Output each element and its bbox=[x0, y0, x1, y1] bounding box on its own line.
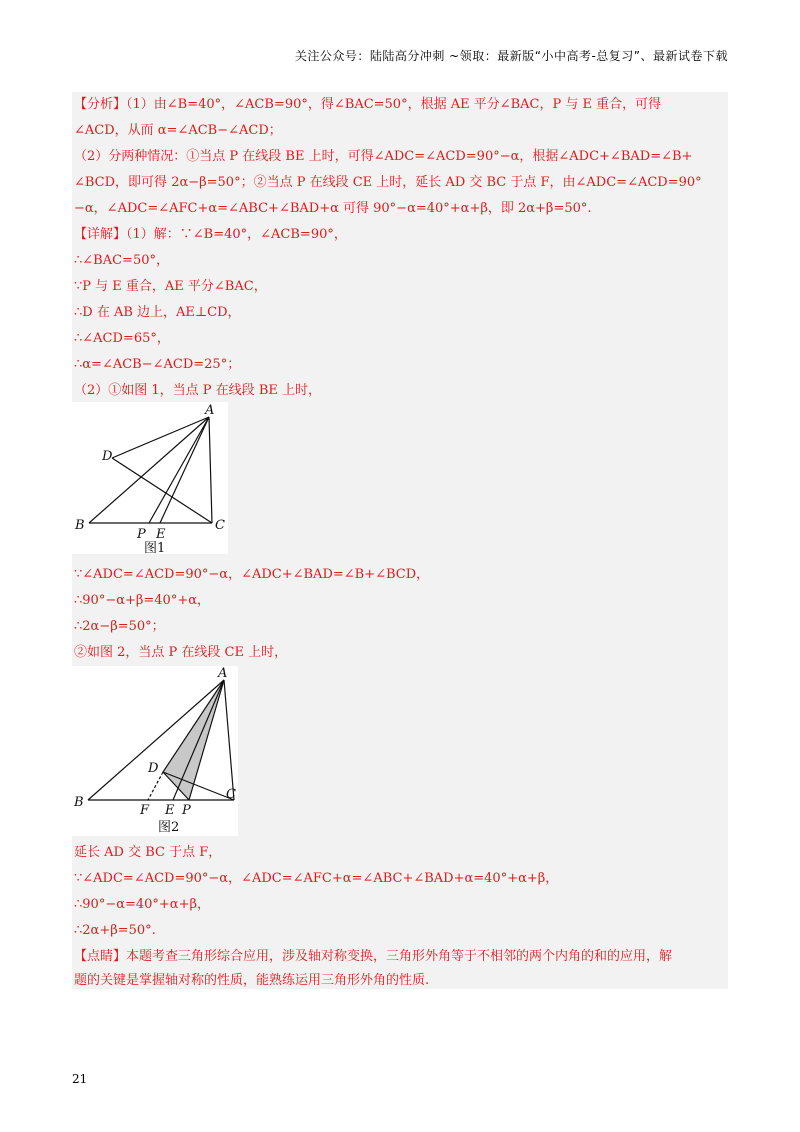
label-c: C bbox=[226, 787, 236, 802]
label-d: D bbox=[102, 449, 113, 464]
text-line: ∴2α−β=50°； bbox=[74, 619, 165, 634]
text-line: ∠ACD，从而 α=∠ACB−∠ACD； bbox=[74, 123, 282, 138]
label-p: P bbox=[182, 803, 191, 818]
text-line: ∴D 在 AB 边上，AE⊥CD， bbox=[74, 305, 241, 320]
label-b: B bbox=[74, 795, 84, 810]
text-line: （2）分两种情况：①当点 P 在线段 BE 上时，可得∠ADC=∠ACD=90°−α，根据∠ADC+∠BAD=∠B+ bbox=[74, 149, 693, 164]
segment-ap bbox=[149, 417, 209, 523]
figure-caption: 图2 bbox=[158, 820, 180, 835]
page-number: 21 bbox=[72, 1072, 88, 1086]
text-line: ∵∠ADC=∠ACD=90°−α，∠ADC=∠AFC+α=∠ABC+∠BAD+α=40°+α+β， bbox=[74, 871, 559, 886]
label-a: A bbox=[205, 403, 215, 418]
text-line: 【详解】（1）解：∵∠B=40°，∠ACB=90°， bbox=[74, 227, 347, 242]
segment-ae bbox=[160, 417, 209, 523]
text-line: −α，∠ADC=∠AFC+α=∠ABC+∠BAD+α 可得 90°−α=40°+α+β，即 2α+β=50°. bbox=[74, 201, 592, 216]
text-line: ②如图 2，当点 P 在线段 CE 上时， bbox=[74, 645, 288, 660]
segment-dc bbox=[112, 458, 212, 523]
label-f: F bbox=[140, 803, 150, 818]
segment-ad bbox=[112, 417, 209, 458]
text-line: 题的关键是掌握轴对称的性质，能熟练运用三角形外角的性质. bbox=[74, 973, 430, 988]
text-line: ∴2α+β=50°. bbox=[74, 923, 156, 938]
text-line: （2）①如图 1，当点 P 在线段 BE 上时， bbox=[74, 383, 321, 398]
text-line: 【点睛】本题考查三角形综合应用，涉及轴对称变换，三角形外角等于不相邻的两个内角的和的应用，解 bbox=[74, 949, 673, 964]
segment-dc bbox=[163, 772, 234, 800]
label-d: D bbox=[148, 761, 159, 776]
text-line: ∴α=∠ACB−∠ACD=25°； bbox=[74, 357, 241, 372]
label-c: C bbox=[215, 518, 225, 533]
text-line: ∴∠ACD=65°， bbox=[74, 331, 170, 346]
label-e: E bbox=[156, 527, 166, 542]
text-line: ∵P 与 E 重合，AE 平分∠BAC， bbox=[74, 279, 267, 294]
label-e: E bbox=[165, 803, 175, 818]
label-a: A bbox=[218, 666, 228, 681]
text-line: ∴∠BAC=50°， bbox=[74, 253, 169, 268]
segment-df-dashed bbox=[148, 772, 163, 800]
figure-1 bbox=[72, 402, 228, 554]
text-line: ∠BCD，即可得 2α−β=50°；②当点 P 在线段 CE 上时，延长 AD 交 BC 于点 F，由∠ADC=∠ACD=90° bbox=[74, 175, 702, 190]
segment-ac bbox=[209, 417, 212, 523]
figure-caption: 图1 bbox=[144, 541, 166, 554]
text-line: ∴90°−α=40°+α+β， bbox=[74, 897, 210, 912]
segment-ac bbox=[224, 680, 234, 800]
text-line: 【分析】（1）由∠B=40°，∠ACB=90°，得∠BAC=50°，根据 AE 平分∠BAC，P 与 E 重合，可得 bbox=[74, 97, 662, 112]
label-p: P bbox=[137, 527, 146, 542]
solution-block bbox=[72, 92, 728, 989]
page-header: 关注公众号：陆陆高分冲刺 ~领取：最新版“小中高考-总复习”、最新试卷下载 bbox=[294, 49, 728, 63]
text-line: ∵∠ADC=∠ACD=90°−α，∠ADC+∠BAD=∠B+∠BCD， bbox=[74, 567, 430, 582]
figure-2 bbox=[72, 666, 238, 836]
text-line: ∴90°−α+β=40°+α， bbox=[74, 593, 210, 608]
text-line: 延长 AD 交 BC 于点 F， bbox=[74, 845, 222, 860]
segment-ab bbox=[89, 417, 209, 523]
label-b: B bbox=[75, 518, 85, 533]
segment-ae bbox=[173, 680, 224, 800]
